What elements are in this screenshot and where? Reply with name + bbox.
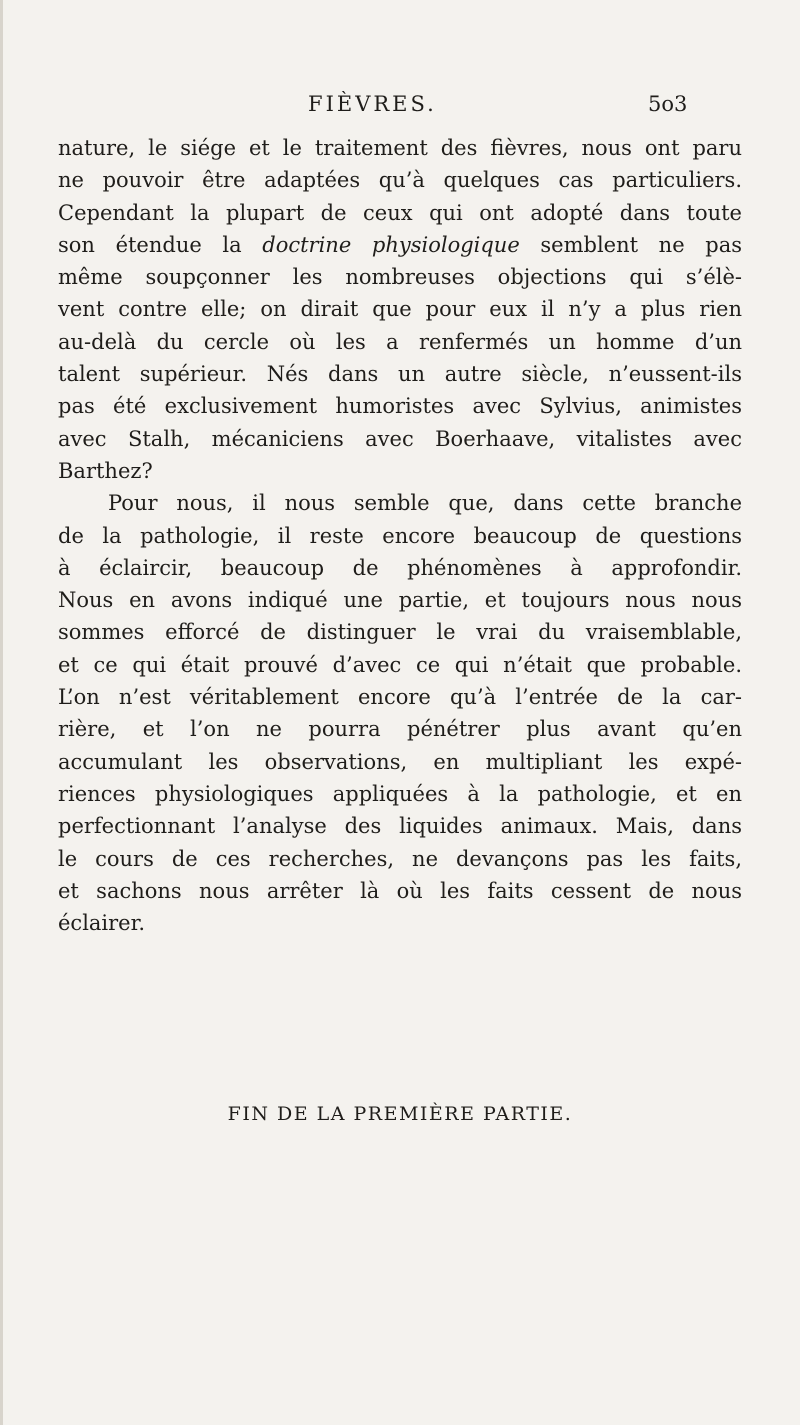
text-line: rière, et l’on ne pourra pénétrer plus avant qu’en [58, 717, 742, 742]
text-run: semblent ne pas [519, 232, 742, 257]
text-run: son étendue la [58, 232, 263, 257]
part-end-colophon: FIN DE LA PREMIÈRE PARTIE. [227, 1103, 573, 1125]
text-line [58, 229, 742, 261]
text-line: perfectionnant l’analyse des liquides animaux. Mais, dans [58, 814, 742, 839]
text-line: L’on n’est véritablement encore qu’à l’entrée de la car- [58, 685, 742, 710]
text-line: le cours de ces recherches, ne devançons pas les faits, [58, 846, 742, 871]
text-line: de la pathologie, il reste encore beaucoup de questions [58, 523, 742, 548]
text-line: ne pouvoir être adaptées qu’à quelques cas particuliers. [58, 168, 742, 193]
text-line: pas été exclusivement humoristes avec Sylvius, animistes [58, 394, 742, 419]
text-line: et sachons nous arrêter là où les faits cessent de nous [58, 878, 742, 903]
text-line: talent supérieur. Nés dans un autre siècle, n’eussent-ils [58, 362, 742, 387]
text-line: sommes efforcé de distinguer le vrai du vraisemblable, [58, 620, 742, 645]
text-line: Cependant la plupart de ceux qui ont adopté dans toute [58, 200, 742, 225]
text-line: nature, le siége et le traitement des fièvres, nous ont paru [58, 136, 742, 160]
page-edge-shadow [0, 0, 3, 1425]
running-title: FIÈVRES. [308, 92, 437, 116]
text-line: Pour nous, il nous semble que, dans cette branche [108, 491, 742, 516]
text-line: riences physiologiques appliquées à la pathologie, et en [58, 781, 742, 806]
text-line: avec Stalh, mécaniciens avec Boerhaave, vitalistes avec [58, 426, 742, 451]
text-line: et ce qui était prouvé d’avec ce qui n’était que probable. [58, 652, 742, 677]
page-number: 5o3 [648, 92, 688, 116]
text-line: éclairer. [58, 911, 146, 936]
text-line: au-delà du cercle où les a renfermés un homme d’un [58, 329, 742, 354]
text-line: Barthez? [58, 458, 153, 483]
body-text [58, 132, 742, 939]
text-line: accumulant les observations, en multipliant les expé- [58, 749, 742, 774]
text-line: même soupçonner les nombreuses objections qui s’élè- [58, 265, 742, 290]
text-line: Nous en avons indiqué une partie, et toujours nous nous [58, 588, 742, 613]
text-line: à éclaircir, beaucoup de phénomènes à approfondir. [58, 555, 742, 580]
text-line: vent contre elle; on dirait que pour eux il n’y a plus rien [58, 297, 742, 322]
italic-term: doctrine physiologique [262, 232, 520, 257]
running-head [0, 92, 800, 122]
